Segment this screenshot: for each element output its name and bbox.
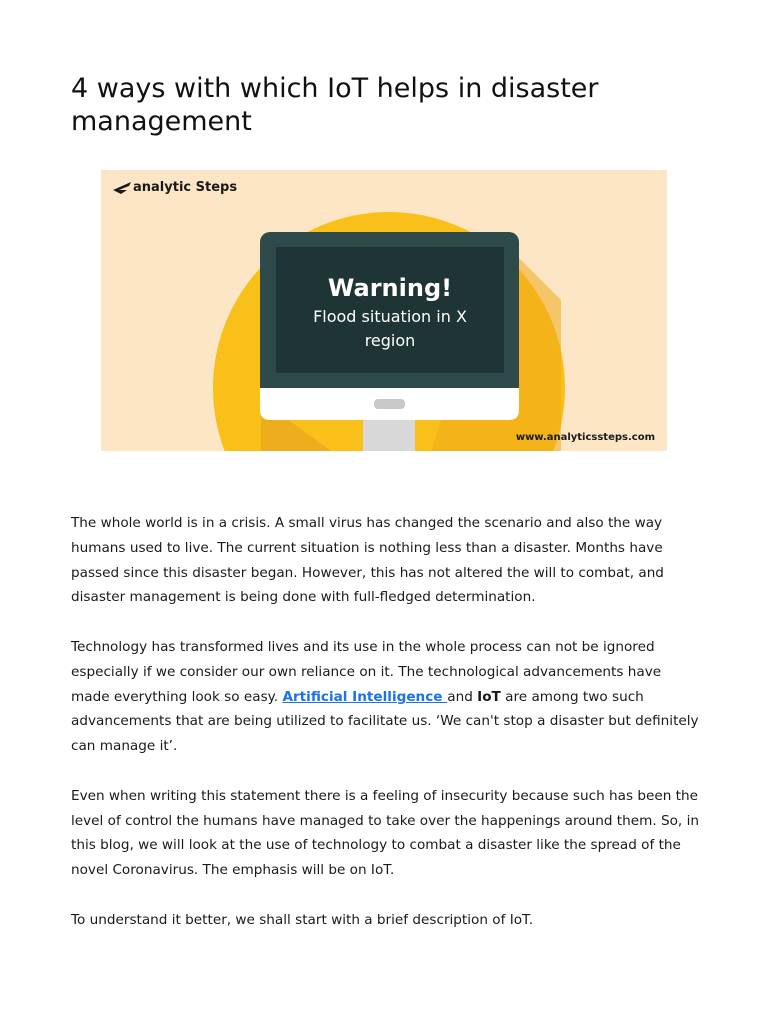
banner-illustration bbox=[101, 170, 667, 451]
warning-heading: Warning! bbox=[327, 274, 453, 302]
paragraph-3: Even when writing this statement there is a feeling of insecurity because such has been the level of control the humans have managed to take over the happenings around them. So, in this blog, we will look at the use of technology to combat a disaster like the spread of the novel Coronavirus. The emphasis will be on IoT. bbox=[71, 787, 699, 879]
paragraph-2-text-c: are among two such advancements that are being utilized to facilitate us. ‘We can't stop a disaster but definitely can manage it’. bbox=[71, 688, 699, 755]
paragraph-2 bbox=[71, 635, 701, 759]
paragraph-2-text-b: and bbox=[447, 688, 478, 705]
monitor-button bbox=[374, 399, 405, 409]
paragraph-2-text-a: Technology has transformed lives and its use in the whole process can not be ignored especially if we consider our own reliance on it. The technological advancements have made everything look so easy. bbox=[71, 638, 662, 705]
site-url-text: www.analyticssteps.com bbox=[515, 432, 655, 443]
warning-line-2: region bbox=[364, 331, 416, 350]
warning-line-1: Flood situation in X bbox=[313, 307, 467, 326]
paragraph-4: To understand it better, we shall start with a brief description of IoT. bbox=[71, 911, 534, 928]
iot-strong-text: IoT bbox=[477, 688, 501, 705]
monitor-stand bbox=[363, 420, 415, 451]
hero-banner-image bbox=[101, 170, 667, 451]
analytic-steps-logo bbox=[113, 180, 237, 195]
logo-text: analytic Steps bbox=[133, 180, 238, 195]
paragraph-1: The whole world is in a crisis. A small virus has changed the scenario and also the way humans used to live. The current situation is nothing less than a disaster. Months have passed since this disaster began. However, this has not altered the will to combat, and disaster management is being done with full-fledged determination. bbox=[71, 515, 664, 606]
article-title: 4 ways with which IoT helps in disaster management bbox=[71, 73, 599, 137]
article-body bbox=[71, 511, 701, 957]
artificial-intelligence-link[interactable]: Artificial Intelligence bbox=[282, 688, 448, 705]
